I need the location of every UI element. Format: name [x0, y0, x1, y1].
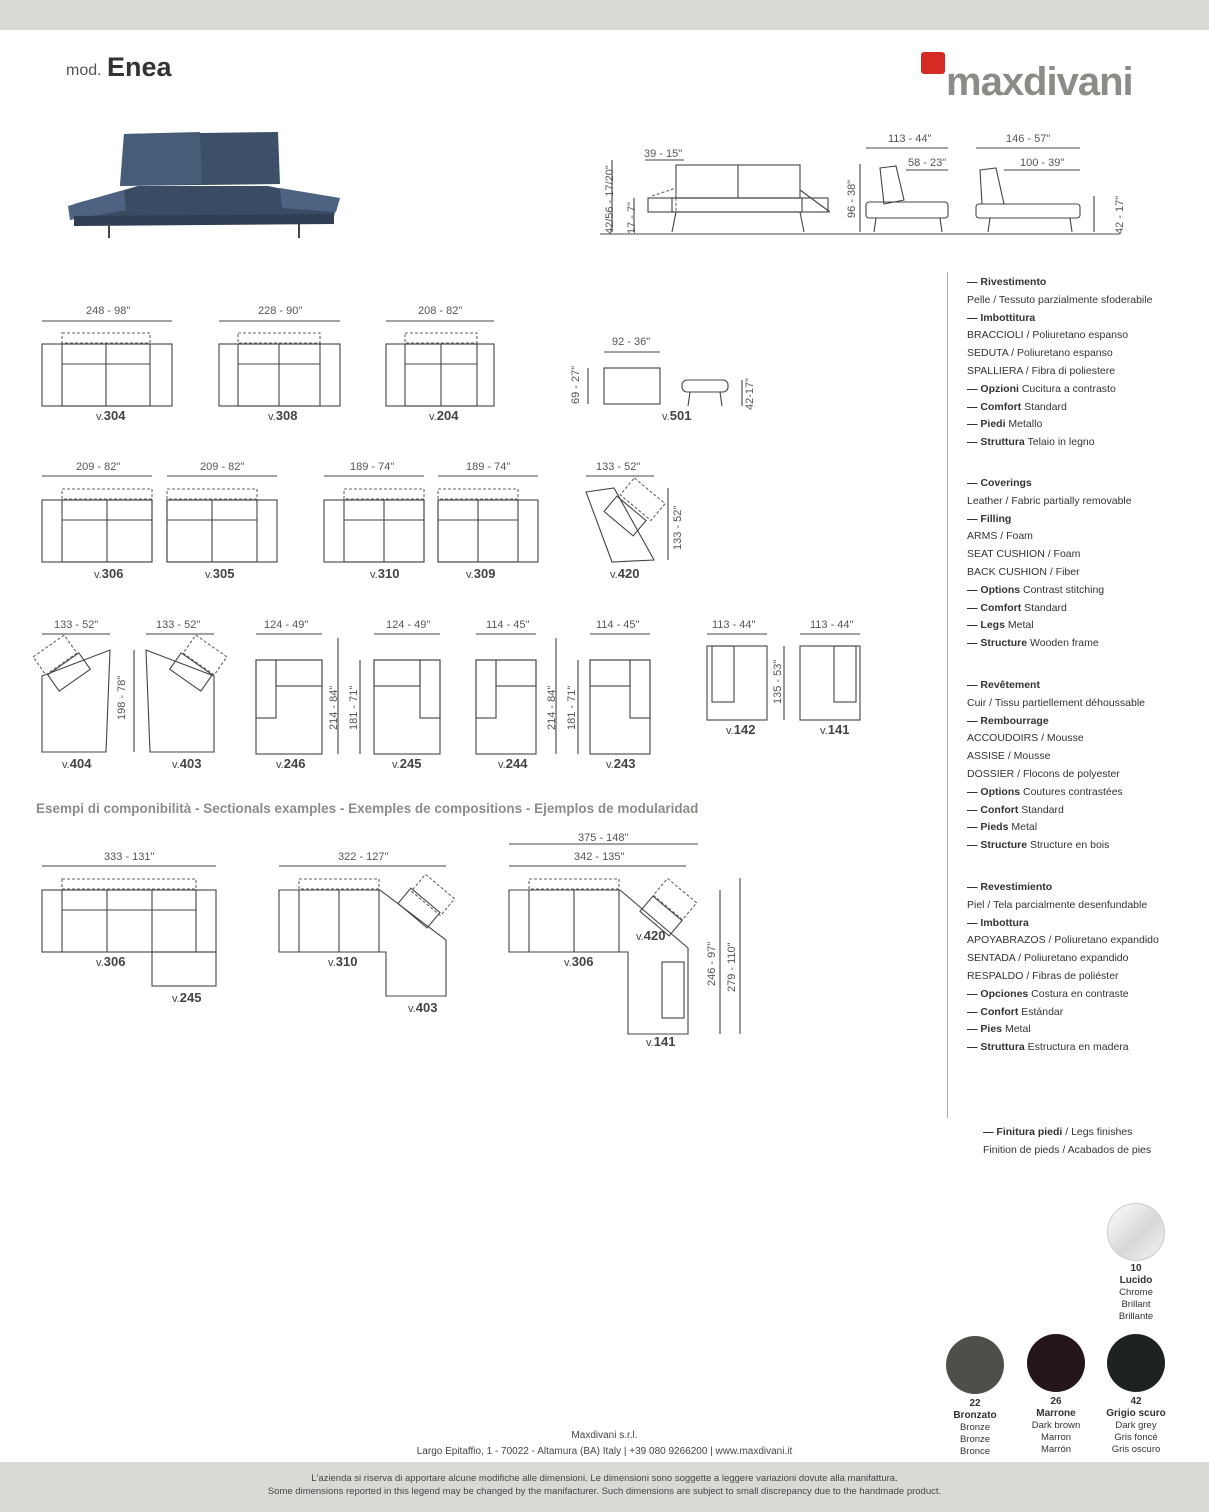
- specs-italian: [967, 274, 1197, 452]
- spec-heading: — Comfort: [967, 400, 1022, 413]
- spec-heading: — Structure: [967, 839, 1028, 852]
- spec-heading: — Rivestimento: [967, 276, 1047, 288]
- module-245-label: v.245: [392, 756, 422, 771]
- spec-value: DOSSIER / Flocons de polyester: [967, 767, 1120, 780]
- specs-spanish: [967, 879, 1197, 1057]
- module-244-label: v.244: [498, 756, 528, 771]
- spec-heading: — Imbottitura: [967, 311, 1036, 324]
- legs-finishes-title: — Finitura piedi / Legs finishes Finition de pieds / Acabados de pies: [983, 1126, 1152, 1156]
- module-243-drawing: [578, 634, 650, 754]
- module-501-depth: 69 - 27": [570, 365, 582, 404]
- specs-french: [967, 677, 1197, 855]
- module-308-label: v.308: [268, 408, 298, 423]
- module-420-dim: 133 - 52": [596, 461, 641, 473]
- sectional-1-dim: 333 - 131": [104, 851, 155, 863]
- spec-value: SEDUTA / Poliuretano espanso: [967, 347, 1113, 360]
- module-309-label: v.309: [466, 566, 496, 581]
- spec-row: [967, 399, 1197, 417]
- spec-heading: — Options: [967, 583, 1021, 596]
- module-304-dim: 248 - 98": [86, 305, 131, 317]
- finish-label-26: 26 Marrone Dark brown Marron Marrón: [1031, 1396, 1081, 1455]
- spec-value: Leather / Fabric partially removable: [967, 494, 1132, 507]
- module-309-drawing: [438, 476, 538, 562]
- module-204-label: v.204: [429, 408, 459, 423]
- spec-heading: — Structure: [967, 637, 1028, 650]
- finish-swatch-10[interactable]: [1107, 1203, 1165, 1261]
- spec-value: Metallo: [1005, 418, 1043, 431]
- spec-value: SEAT CUSHION / Foam: [967, 548, 1081, 561]
- disclaimer-english: Some dimensions reported in this legend may be changed by the manifacturer. Such dimensions are subject to small discrepancy due to the handmade product.: [267, 1486, 942, 1497]
- spec-row: [967, 915, 1197, 933]
- module-308-dim: 228 - 90": [258, 305, 303, 317]
- module-141-drawing: [784, 634, 860, 720]
- spec-value: Pelle / Tessuto parzialmente sfoderabile: [967, 293, 1153, 306]
- spec-value: Costura en contraste: [1028, 987, 1129, 1000]
- spec-value: Metal: [1008, 821, 1038, 834]
- spec-row: [967, 677, 1197, 695]
- footer-address: Largo Epitaffio, 1 - 70022 - Altamura (BA) Italy | +39 080 9266200 | www.maxdivani.it: [416, 1446, 793, 1457]
- module-305-dim: 209 - 82": [200, 461, 245, 473]
- finish-swatch-22[interactable]: [946, 1336, 1004, 1394]
- module-304-drawing: [42, 321, 172, 406]
- spec-row: [967, 1039, 1197, 1057]
- spec-heading: — Comfort: [967, 601, 1022, 614]
- spec-value: Standard: [1021, 601, 1067, 614]
- module-243-vdim-a: 214 - 84": [546, 685, 558, 730]
- sectional-3-drawing: [509, 844, 740, 1034]
- module-403-vdim: 198 - 78": [116, 675, 128, 720]
- module-309-dim: 189 - 74": [466, 461, 511, 473]
- spec-value: Cucitura a contrasto: [1018, 382, 1116, 395]
- elev-side2-height: 42 - 17": [1114, 195, 1126, 234]
- module-246-dim: 124 - 49": [264, 619, 309, 631]
- spec-row: [967, 897, 1197, 915]
- spec-heading: — Rembourrage: [967, 714, 1049, 727]
- spec-value: Structure en bois: [1027, 839, 1110, 852]
- spec-row: [967, 475, 1197, 493]
- spec-row: [967, 802, 1197, 820]
- module-142-dim: 113 - 44": [712, 619, 756, 631]
- module-141-label: v.141: [820, 722, 850, 737]
- elev-side2-seat: 100 - 39": [1020, 157, 1065, 169]
- module-306-label: v.306: [94, 566, 124, 581]
- spec-value: SPALLIERA / Fibra di poliestere: [967, 364, 1116, 377]
- spec-value: Contrast stitching: [1020, 583, 1105, 596]
- module-310-label: v.310: [370, 566, 400, 581]
- module-403-drawing: [134, 634, 227, 752]
- module-501-drawing: [588, 352, 742, 406]
- spec-heading: — Revestimiento: [967, 881, 1053, 893]
- module-420-label: v.420: [610, 566, 640, 581]
- spec-value: Cuir / Tissu partiellement déhoussable: [967, 696, 1146, 709]
- module-404-drawing: [33, 634, 110, 752]
- spec-row: [967, 546, 1197, 564]
- spec-value: BACK CUSHION / Fiber: [967, 565, 1080, 578]
- module-142-label: v.142: [726, 722, 756, 737]
- module-420-vdim: 133 - 52": [672, 505, 684, 550]
- brand-name: maxdivani: [946, 60, 1133, 104]
- spec-value: Wooden frame: [1027, 637, 1099, 650]
- elev-seat-height: 17 - 7": [626, 201, 638, 234]
- spec-heading: — Revêtement: [967, 679, 1040, 691]
- spec-heading: — Options: [967, 785, 1021, 798]
- sectional-1-code-a: v.306: [96, 954, 126, 969]
- spec-row: [967, 635, 1197, 653]
- spec-row: [967, 493, 1197, 511]
- spec-row: [967, 784, 1197, 802]
- spec-row: [967, 950, 1197, 968]
- spec-heading: — Pieds: [967, 821, 1009, 834]
- module-501-label: v.501: [662, 408, 692, 423]
- module-204-drawing: [386, 321, 494, 406]
- module-305-label: v.305: [205, 566, 235, 581]
- module-310-dim: 189 - 74": [350, 461, 395, 473]
- spec-value: Standard: [1018, 803, 1064, 816]
- finish-label-10: 10 Lucido Chrome Brillant Brillante: [1118, 1263, 1154, 1322]
- sectional-3-code-c: v.141: [646, 1034, 676, 1049]
- spec-heading: — Pies: [967, 1023, 1003, 1036]
- model-prefix: mod.: [66, 62, 102, 79]
- spec-heading: — Coverings: [967, 477, 1032, 489]
- spec-row: [967, 730, 1197, 748]
- finish-label-22: 22 Bronzato Bronze Bronze Bronce: [953, 1398, 997, 1457]
- sectional-2-code-a: v.310: [328, 954, 358, 969]
- disclaimer-italian: L'azienda si riserva di apportare alcune modifiche alle dimensioni. Le dimensioni sono soggette a leggere variazioni dovute alla manifattura.: [311, 1473, 898, 1484]
- spec-heading: — Opzioni: [967, 382, 1019, 395]
- finish-label-42: 42 Grigio scuro Dark grey Gris foncé Gris oscuro: [1106, 1396, 1166, 1455]
- spec-heading: — Imbottura: [967, 916, 1029, 929]
- sectional-examples-title: Esempi di componibilità - Sectionals examples - Exemples de compositions - Ejemplos de modularidad: [36, 801, 699, 816]
- spec-row: [967, 766, 1197, 784]
- module-501-width: 92 - 36": [612, 336, 651, 348]
- spec-value: Estándar: [1018, 1005, 1064, 1018]
- spec-row: [967, 695, 1197, 713]
- spec-heading: — Filling: [967, 512, 1012, 525]
- spec-row: [967, 617, 1197, 635]
- sectional-1-drawing: [42, 866, 216, 986]
- spec-value: APOYABRAZOS / Poliuretano expandido: [967, 934, 1159, 947]
- sectional-3-dim: 342 - 135": [574, 851, 625, 863]
- sectional-3-vdim-b: 279 - 110": [726, 942, 738, 992]
- elev-side1-depth: 113 - 44": [888, 133, 932, 145]
- spec-value: Piel / Tela parcialmente desenfundable: [967, 898, 1148, 911]
- module-243-vdim-b: 181 - 71": [566, 685, 578, 730]
- spec-row: [967, 986, 1197, 1004]
- spec-row: [967, 879, 1197, 897]
- spec-row: [967, 274, 1197, 292]
- spec-value: ARMS / Foam: [967, 530, 1033, 543]
- spec-row: [967, 932, 1197, 950]
- module-306-dim: 209 - 82": [76, 461, 121, 473]
- module-243-dim: 114 - 45": [596, 619, 640, 631]
- specs-separator: [947, 272, 948, 1118]
- sectional-3-code-b: v.420: [636, 928, 666, 943]
- specs-english: [967, 475, 1197, 653]
- spec-row: [967, 819, 1197, 837]
- spec-row: [967, 363, 1197, 381]
- spec-row: [967, 1021, 1197, 1039]
- spec-row: [967, 327, 1197, 345]
- module-245-vdim-b: 181 - 71": [348, 685, 360, 730]
- spec-heading: — Struttura: [967, 436, 1025, 449]
- spec-heading: — Confort: [967, 1005, 1019, 1018]
- module-245-dim: 124 - 49": [386, 619, 431, 631]
- module-245-drawing: [360, 634, 440, 754]
- spec-row: [967, 600, 1197, 618]
- finish-swatch-26[interactable]: [1027, 1334, 1085, 1392]
- spec-row: [967, 345, 1197, 363]
- spec-row: [967, 310, 1197, 328]
- spec-value: Metal: [1004, 619, 1034, 632]
- spec-row: [967, 564, 1197, 582]
- module-306-drawing: [42, 476, 152, 562]
- module-244-dim: 114 - 45": [486, 619, 530, 631]
- spec-value: Estructura en madera: [1024, 1041, 1129, 1054]
- sectional-3-dim-outer: 375 - 148": [578, 832, 629, 844]
- spec-heading: — Confort: [967, 803, 1019, 816]
- spec-value: Standard: [1021, 400, 1067, 413]
- spec-heading: — Legs: [967, 619, 1005, 632]
- sectional-3-vdim-a: 246 - 97": [706, 941, 718, 986]
- sectional-3-code-a: v.306: [564, 954, 594, 969]
- module-245-vdim-a: 214 - 84": [328, 685, 340, 730]
- spec-value: Telaio in legno: [1024, 436, 1095, 449]
- spec-heading: — Struttura: [967, 1041, 1025, 1054]
- spec-row: [967, 416, 1197, 434]
- sectional-2-code-b: v.403: [408, 1000, 438, 1015]
- module-142-drawing: [707, 634, 767, 720]
- model-name: Enea: [107, 52, 172, 82]
- spec-row: [967, 582, 1197, 600]
- sectional-1-code-b: v.245: [172, 990, 202, 1005]
- elev-seat-depth: 39 - 15": [644, 148, 683, 160]
- spec-row: [967, 748, 1197, 766]
- module-404-dim: 133 - 52": [54, 619, 99, 631]
- spec-value: ACCOUDOIRS / Mousse: [967, 732, 1084, 745]
- module-308-drawing: [219, 321, 340, 406]
- module-141-vdim: 135 - 53": [772, 659, 784, 704]
- finish-swatch-42[interactable]: [1107, 1334, 1165, 1392]
- module-246-label: v.246: [276, 756, 306, 771]
- spec-row: [967, 968, 1197, 986]
- module-310-drawing: [324, 476, 424, 562]
- module-403-dim: 133 - 52": [156, 619, 201, 631]
- elev-front-height: 42/56 - 17/20": [604, 165, 616, 234]
- footer-company: Maxdivani s.r.l.: [571, 1430, 638, 1441]
- module-420-drawing: [586, 476, 668, 562]
- module-404-label: v.404: [62, 756, 92, 771]
- spec-row: [967, 713, 1197, 731]
- elev-side1-seat: 58 - 23": [908, 157, 947, 169]
- spec-value: Coutures contrastées: [1020, 785, 1123, 798]
- spec-heading: — Opciones: [967, 987, 1029, 1000]
- spec-row: [967, 528, 1197, 546]
- spec-value: RESPALDO / Fibras de poliéster: [967, 969, 1119, 982]
- spec-row: [967, 511, 1197, 529]
- spec-row: [967, 434, 1197, 452]
- spec-row: [967, 381, 1197, 399]
- module-244-drawing: [476, 634, 556, 754]
- spec-value: Metal: [1002, 1023, 1031, 1036]
- module-305-drawing: [167, 476, 277, 562]
- spec-row: [967, 1004, 1197, 1022]
- spec-row: [967, 292, 1197, 310]
- elev-side2-depth: 146 - 57": [1006, 133, 1051, 145]
- elev-side1-height: 96 - 38": [846, 179, 858, 218]
- spec-value: BRACCIOLI / Poliuretano espanso: [967, 329, 1129, 342]
- module-243-label: v.243: [606, 756, 636, 771]
- spec-heading: — Piedi: [967, 418, 1006, 431]
- spec-row: [967, 837, 1197, 855]
- module-304-label: v.304: [96, 408, 126, 423]
- module-501-height: 42-17": [744, 377, 756, 410]
- module-403-label: v.403: [172, 756, 202, 771]
- module-246-drawing: [256, 634, 338, 754]
- module-204-dim: 208 - 82": [418, 305, 463, 317]
- spec-value: SENTADA / Poliuretano expandido: [967, 952, 1129, 965]
- sectional-2-dim: 322 - 127": [338, 851, 389, 863]
- sectional-2-drawing: [279, 866, 455, 996]
- spec-value: ASSISE / Mousse: [967, 750, 1051, 763]
- module-141-dim: 113 - 44": [810, 619, 854, 631]
